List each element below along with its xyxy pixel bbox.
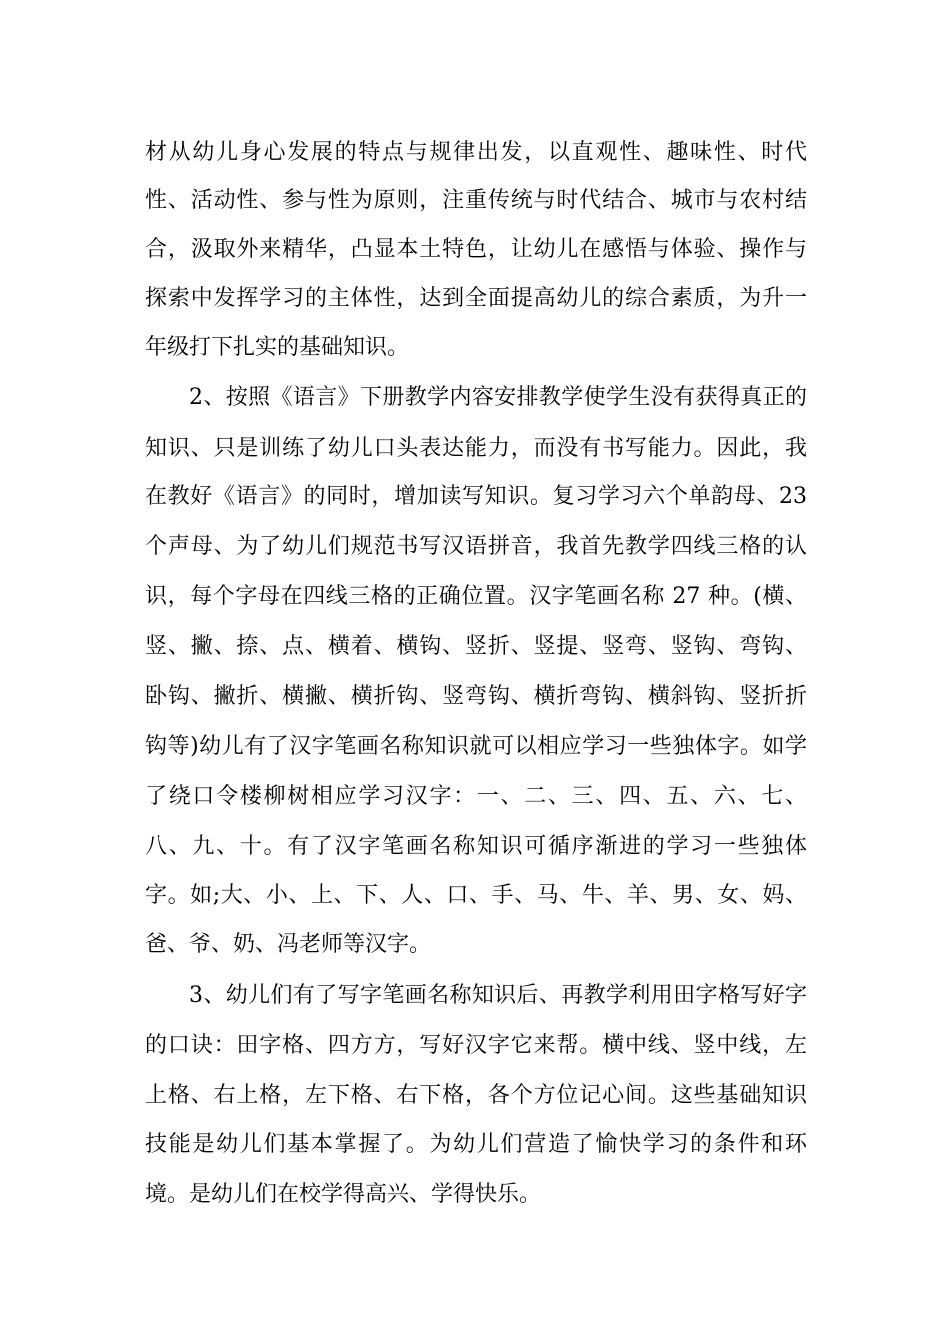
paragraph-2-line-5: 识，每个字母在四线三格的正确位置。汉字笔画名称 27 种。(横、: [145, 584, 807, 609]
paragraph-2-line-3: 在教好《语言》的同时，增加读写知识。复习学习六个单韵母、23: [145, 484, 807, 509]
paragraph-3-line-5: 境。是幼儿们在校学得高兴、学得快乐。: [145, 1182, 542, 1207]
paragraph-3-line-2: 的口诀：田字格、四方方，写好汉字它来帮。横中线、竖中线，左: [145, 1033, 807, 1058]
paragraph-3-line-1: 3、幼儿们有了写字笔画名称知识后、再教学利用田字格写好字: [189, 983, 807, 1008]
paragraph-2-line-12: 爸、爷、奶、冯老师等汉字。: [145, 932, 432, 957]
paragraph-2-line-8: 钩等)幼儿有了汉字笔画名称知识就可以相应学习一些独体字。如学: [145, 734, 807, 759]
paragraph-2-line-7: 卧钩、撇折、横撇、横折钩、竖弯钩、横折弯钩、横斜钩、竖折折: [145, 684, 807, 709]
paragraph-2-line-1: 2、按照《语言》下册教学内容安排教学使学生没有获得真正的: [189, 385, 807, 410]
paragraph-2-line-9: 了绕口令楼柳树相应学习汉字：一、二、三、四、五、六、七、: [145, 784, 807, 809]
paragraph-2-line-10: 八、九、十。有了汉字笔画名称知识可循序渐进的学习一些独体: [145, 834, 807, 859]
paragraph-1-line-2: 性、活动性、参与性为原则，注重传统与时代结合、城市与农村结: [145, 188, 807, 213]
paragraph-1-line-4: 探索中发挥学习的主体性，达到全面提高幼儿的综合素质，为升一: [145, 286, 807, 311]
paragraph-1-line-3: 合，汲取外来精华，凸显本土特色，让幼儿在感悟与体验、操作与: [145, 237, 807, 262]
paragraph-2-line-2: 知识、只是训练了幼儿口头表达能力，而没有书写能力。因此，我: [145, 436, 807, 461]
paragraph-3-line-3: 上格、右上格，左下格、右下格，各个方位记心间。这些基础知识: [145, 1083, 807, 1108]
paragraph-2-line-4: 个声母、为了幼儿们规范书写汉语拼音，我首先教学四线三格的认: [145, 534, 807, 559]
paragraph-2-line-11: 字。如;大、小、上、下、人、口、手、马、牛、羊、男、女、妈、: [145, 883, 807, 908]
paragraph-1-line-1: 材从幼儿身心发展的特点与规律出发，以直观性、趣味性、时代: [145, 140, 807, 165]
paragraph-3-line-4: 技能是幼儿们基本掌握了。为幼儿们营造了愉快学习的条件和环: [145, 1132, 807, 1157]
paragraph-2-line-6: 竖、撇、捺、点、横着、横钩、竖折、竖提、竖弯、竖钩、弯钩、: [145, 634, 807, 659]
paragraph-1-line-5: 年级打下扎实的基础知识。: [145, 335, 410, 360]
